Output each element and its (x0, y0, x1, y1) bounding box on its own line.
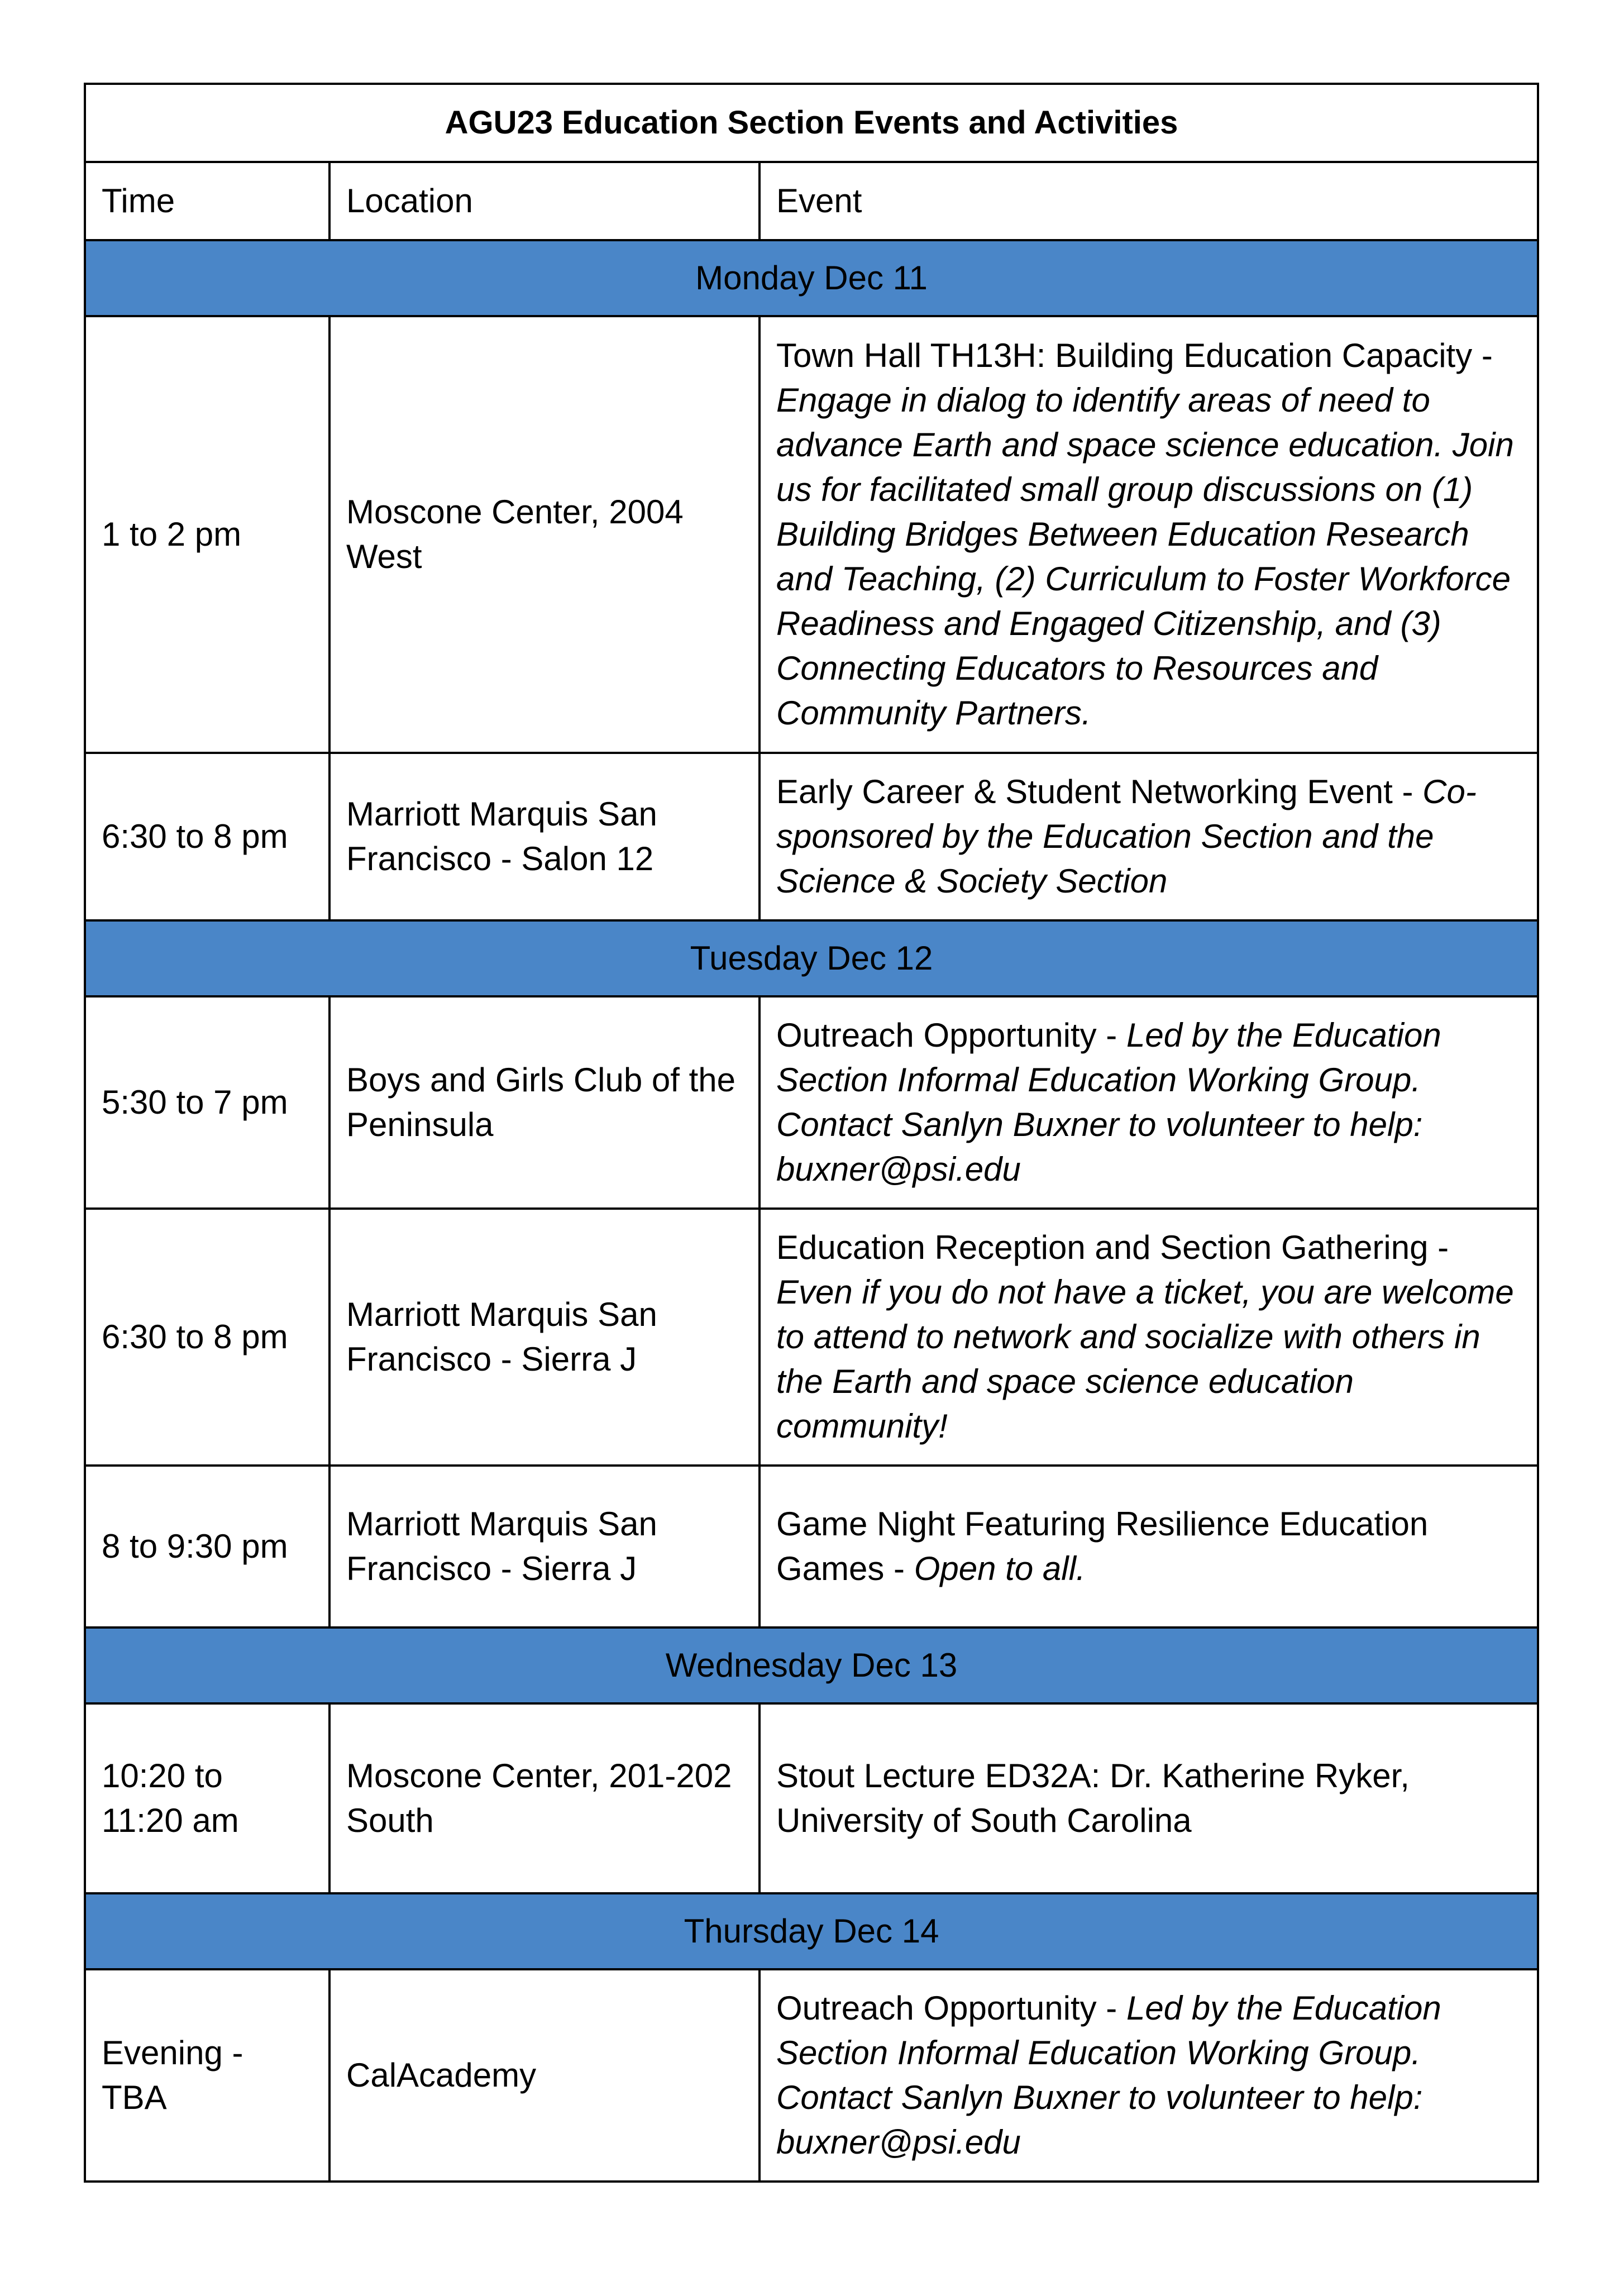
event-description: Co-sponsored by the Education Section and the Science & Society Section (776, 773, 1477, 900)
event-location: Boys and Girls Club of the Peninsula (329, 996, 760, 1209)
event-cell (760, 753, 1538, 920)
day-label: Monday Dec 11 (85, 240, 1538, 316)
event-description: Led by the Education Section Informal Education Working Group. Contact Sanlyn Buxner to volunteer to help: buxner@psi.edu (776, 1016, 1441, 1188)
table-title: AGU23 Education Section Events and Activities (85, 84, 1538, 162)
event-time: 6:30 to 8 pm (85, 1209, 329, 1466)
table-row (85, 1209, 1538, 1466)
event-name: Town Hall TH13H: Building Education Capacity - (776, 337, 1493, 374)
event-location: Marriott Marquis San Francisco - Sierra J (329, 1466, 760, 1627)
table-row (85, 1466, 1538, 1627)
day-row-wednesday (85, 1627, 1538, 1703)
event-time: Evening - TBA (85, 1969, 329, 2182)
header-row (85, 162, 1538, 240)
event-location: Marriott Marquis San Francisco - Salon 12 (329, 753, 760, 920)
event-name: Education Reception and Section Gathering - (776, 1229, 1449, 1266)
event-description: Open to all. (914, 1550, 1086, 1587)
event-name: Game Night Featuring Resilience Education Games - (776, 1505, 1429, 1587)
table-row (85, 996, 1538, 1209)
event-cell (760, 1209, 1538, 1466)
event-time: 6:30 to 8 pm (85, 753, 329, 920)
table-row (85, 1703, 1538, 1893)
day-row-thursday (85, 1893, 1538, 1969)
event-name: Outreach Opportunity - (776, 1016, 1126, 1054)
event-location: Moscone Center, 2004 West (329, 316, 760, 753)
event-description: Led by the Education Section Informal Education Working Group. Contact Sanlyn Buxner to volunteer to help: buxner@psi.edu (776, 1989, 1441, 2161)
day-label: Thursday Dec 14 (85, 1893, 1538, 1969)
event-cell (760, 1703, 1538, 1893)
event-name: Outreach Opportunity - (776, 1989, 1126, 2027)
event-cell (760, 1969, 1538, 2182)
table-row (85, 1969, 1538, 2182)
event-name: Early Career & Student Networking Event - (776, 773, 1423, 810)
event-time: 8 to 9:30 pm (85, 1466, 329, 1627)
event-time: 10:20 to 11:20 am (85, 1703, 329, 1893)
header-event: Event (760, 162, 1538, 240)
event-location: CalAcademy (329, 1969, 760, 2182)
day-label: Wednesday Dec 13 (85, 1627, 1538, 1703)
event-description: Engage in dialog to identify areas of need to advance Earth and space science education. Join us for facilitated small group discussions on (1) Building Bridges Between Education Research and Teaching, (2) Curriculum to Foster Workforce Readiness and Engaged Citizenship, and (3) Connecting Educators to Resources and Community Partners. (776, 381, 1514, 732)
event-time: 1 to 2 pm (85, 316, 329, 753)
event-location: Marriott Marquis San Francisco - Sierra J (329, 1209, 760, 1466)
event-cell (760, 1466, 1538, 1627)
events-table (84, 83, 1539, 2183)
header-time: Time (85, 162, 329, 240)
header-location: Location (329, 162, 760, 240)
event-cell (760, 996, 1538, 1209)
event-time: 5:30 to 7 pm (85, 996, 329, 1209)
table-row (85, 316, 1538, 753)
day-row-tuesday (85, 920, 1538, 996)
event-cell (760, 316, 1538, 753)
table-row (85, 753, 1538, 920)
day-label: Tuesday Dec 12 (85, 920, 1538, 996)
day-row-monday (85, 240, 1538, 316)
title-row (85, 84, 1538, 162)
event-location: Moscone Center, 201-202 South (329, 1703, 760, 1893)
event-name: Stout Lecture ED32A: Dr. Katherine Ryker, University of South Carolina (776, 1757, 1410, 1839)
event-description: Even if you do not have a ticket, you are welcome to attend to network and socialize with others in the Earth and space science education community! (776, 1273, 1514, 1445)
